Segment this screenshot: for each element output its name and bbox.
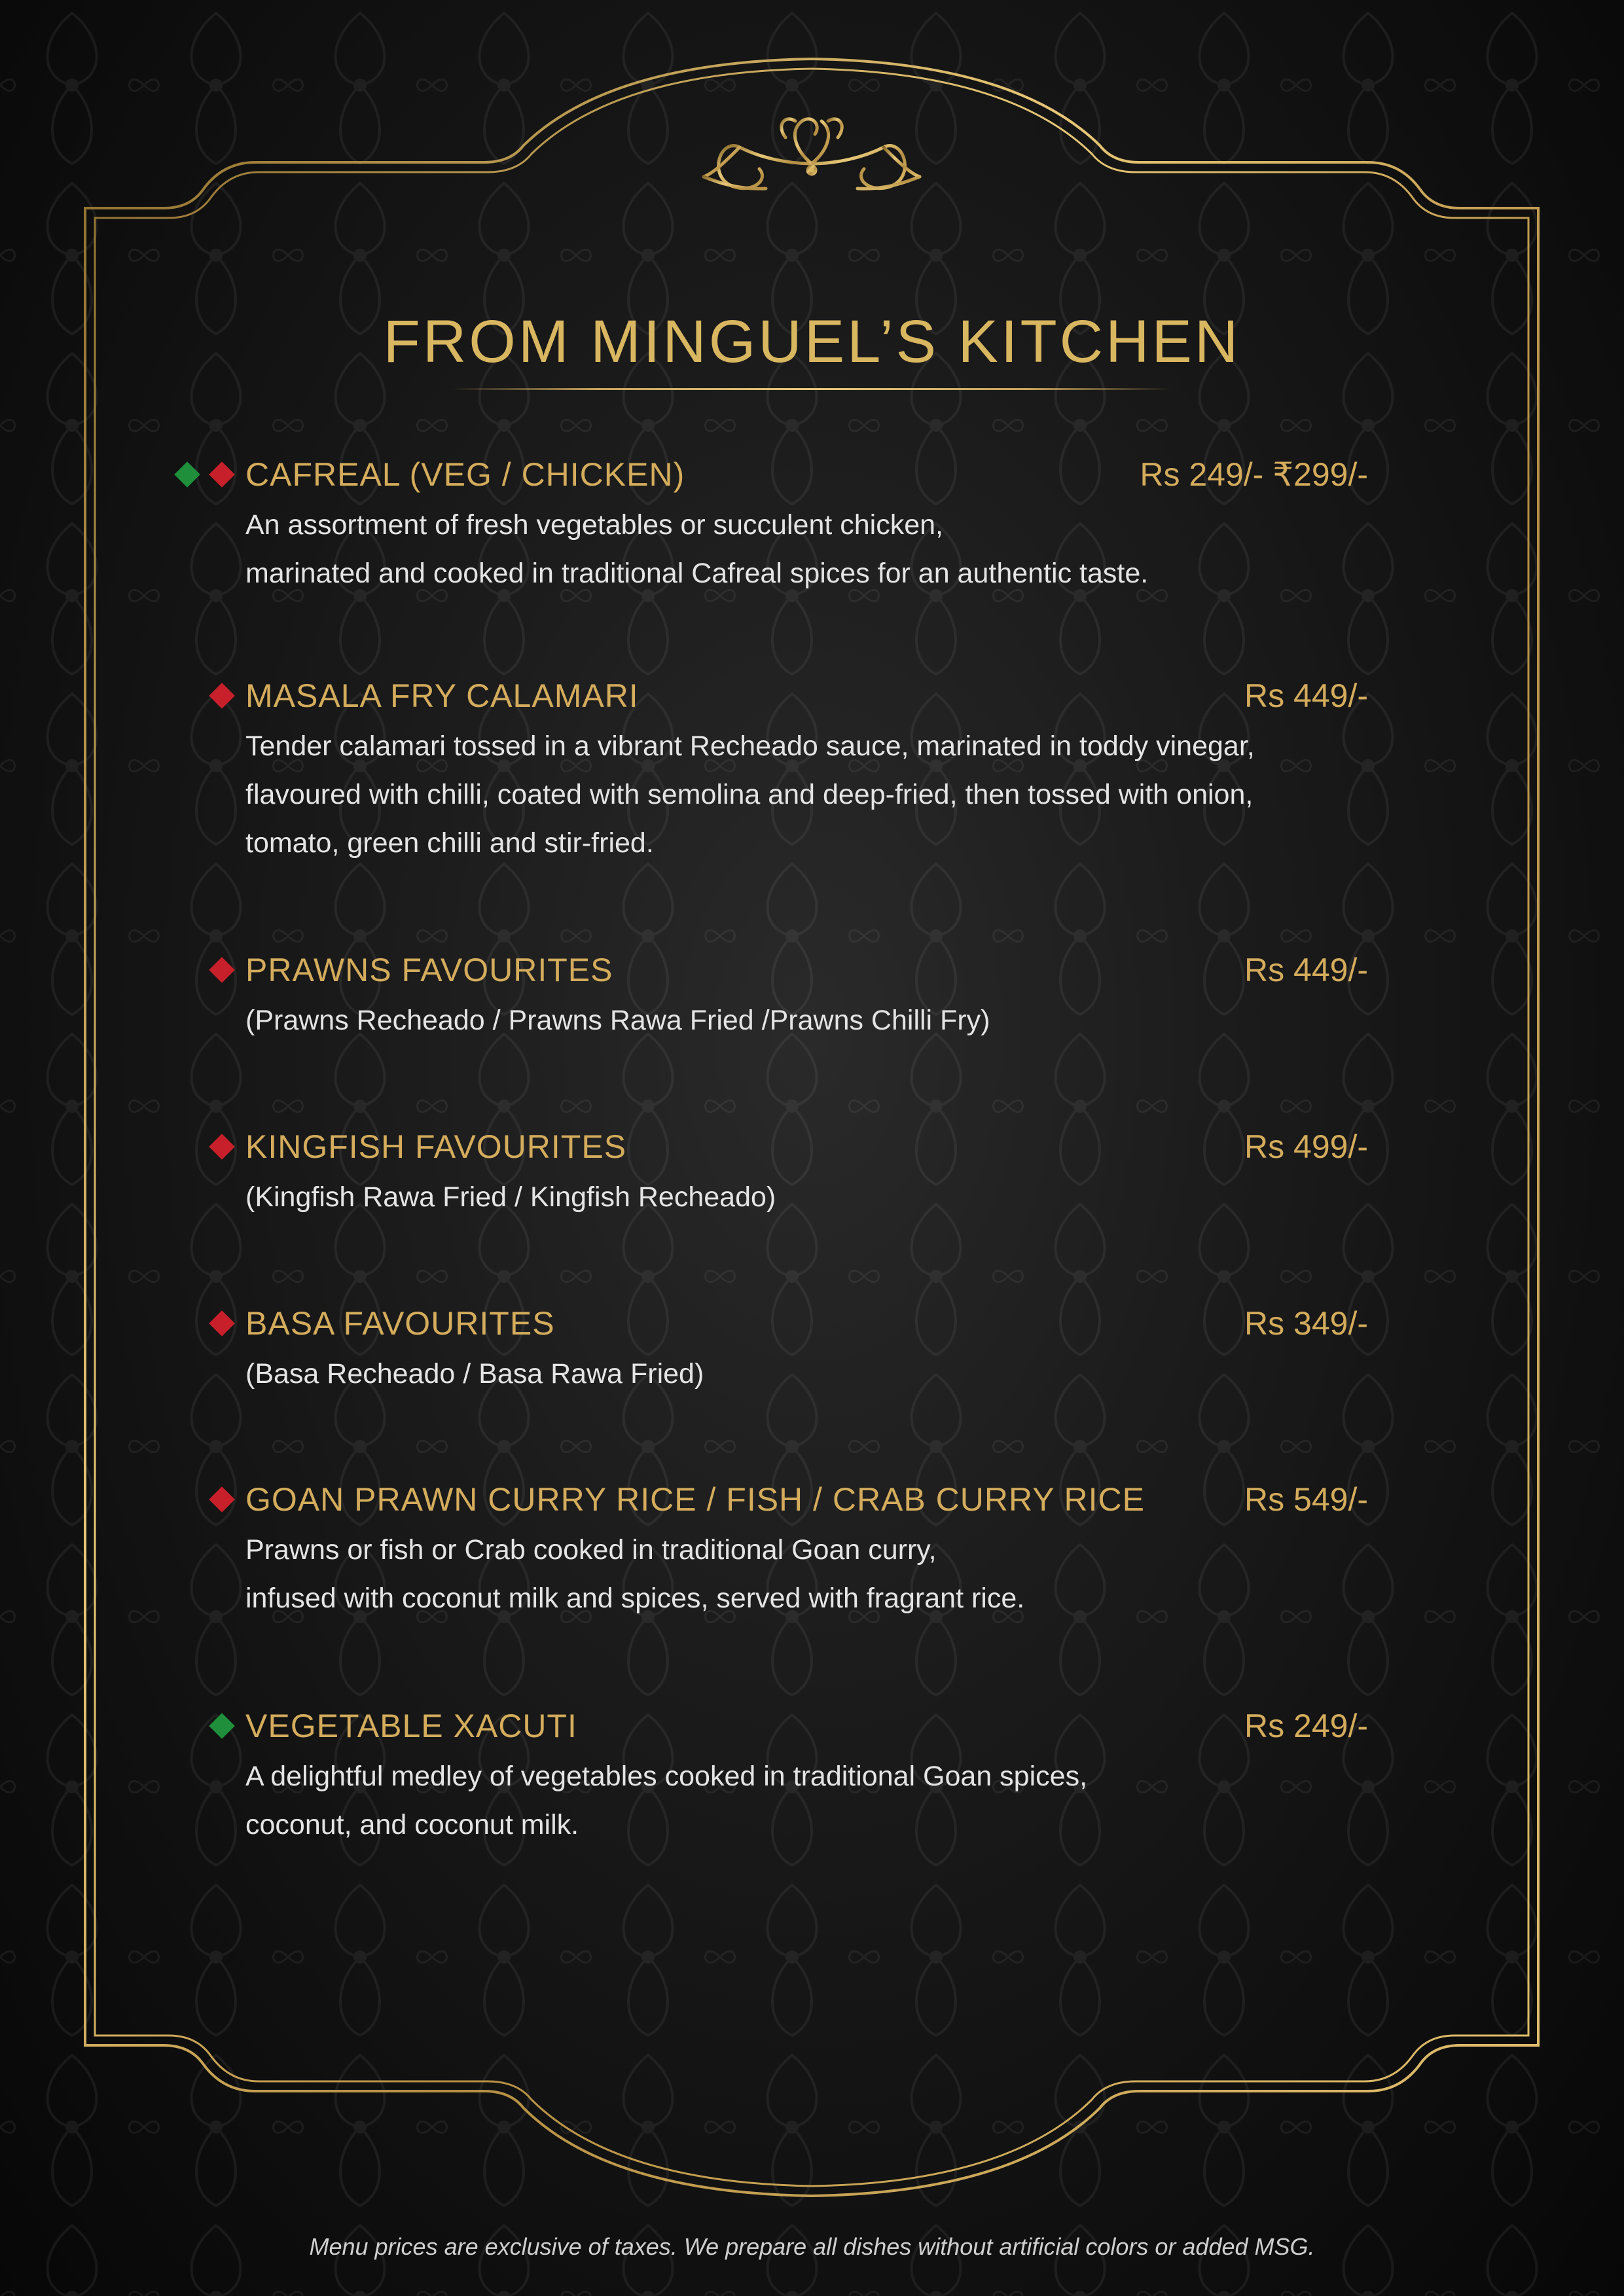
description-line: A delightful medley of vegetables cooked in traditional Goan spices, <box>245 1761 1088 1792</box>
description-line: (Prawns Recheado / Prawns Rawa Fried /Prawns Chilli Fry) <box>245 1005 990 1036</box>
description-line: flavoured with chilli, coated with semolina and deep-fried, then tossed with onion, <box>245 779 1254 810</box>
menu-item-goan-curry-rice <box>245 1480 1368 1623</box>
description-line: An assortment of fresh vegetables or succulent chicken, <box>245 509 943 541</box>
item-description <box>245 1526 1368 1623</box>
menu-item-kingfish-favourites <box>245 1127 1368 1221</box>
menu-item-vegetable-xacuti <box>245 1706 1368 1849</box>
item-name: CAFREAL (VEG / CHICKEN) <box>245 456 685 493</box>
page-title: FROM MINGUEL’S KITCHEN <box>383 308 1241 375</box>
item-price: Rs 349/- <box>1244 1305 1368 1342</box>
item-description <box>245 996 1368 1045</box>
item-name: MASALA FRY CALAMARI <box>245 677 639 714</box>
item-name: VEGETABLE XACUTI <box>245 1708 577 1744</box>
menu-item-cafreal <box>245 455 1368 598</box>
footer-note: Menu prices are exclusive of taxes. We prepare all dishes without artificial colors or added MSG. <box>309 2233 1315 2260</box>
item-name: KINGFISH FAVOURITES <box>245 1128 627 1165</box>
item-price: Rs 499/- <box>1244 1128 1368 1165</box>
item-price: Rs 249/- <box>1244 1708 1368 1744</box>
description-line: (Basa Recheado / Basa Rawa Fried) <box>245 1358 704 1390</box>
menu-item-masala-fry-calamari <box>245 676 1368 867</box>
item-name: GOAN PRAWN CURRY RICE / FISH / CRAB CURRY RICE <box>245 1481 1145 1518</box>
item-description <box>245 1350 1368 1398</box>
item-name: PRAWNS FAVOURITES <box>245 952 613 988</box>
item-price: Rs 549/- <box>1244 1481 1368 1518</box>
description-line: infused with coconut milk and spices, served with fragrant rice. <box>245 1583 1025 1614</box>
title-underline <box>452 388 1172 390</box>
item-description <box>245 1752 1368 1849</box>
description-line: marinated and cooked in traditional Cafreal spices for an authentic taste. <box>245 558 1149 589</box>
description-line: tomato, green chilli and stir-fried. <box>245 827 654 859</box>
item-price: Rs 249/- ₹299/- <box>1140 456 1368 493</box>
item-description <box>245 722 1368 867</box>
flourish-ornament-icon <box>704 119 920 188</box>
menu-item-basa-favourites <box>245 1304 1368 1398</box>
description-line: Prawns or fish or Crab cooked in traditional Goan curry, <box>245 1534 937 1566</box>
item-description <box>245 1173 1368 1221</box>
item-description <box>245 501 1368 598</box>
item-price: Rs 449/- <box>1244 677 1368 714</box>
menu-item-prawns-favourites <box>245 950 1368 1045</box>
description-line: (Kingfish Rawa Fried / Kingfish Recheado) <box>245 1181 776 1213</box>
description-line: Tender calamari tossed in a vibrant Recheado sauce, marinated in toddy vinegar, <box>245 730 1255 762</box>
item-name: BASA FAVOURITES <box>245 1305 555 1342</box>
item-price: Rs 449/- <box>1244 952 1368 988</box>
description-line: coconut, and coconut milk. <box>245 1809 579 1840</box>
